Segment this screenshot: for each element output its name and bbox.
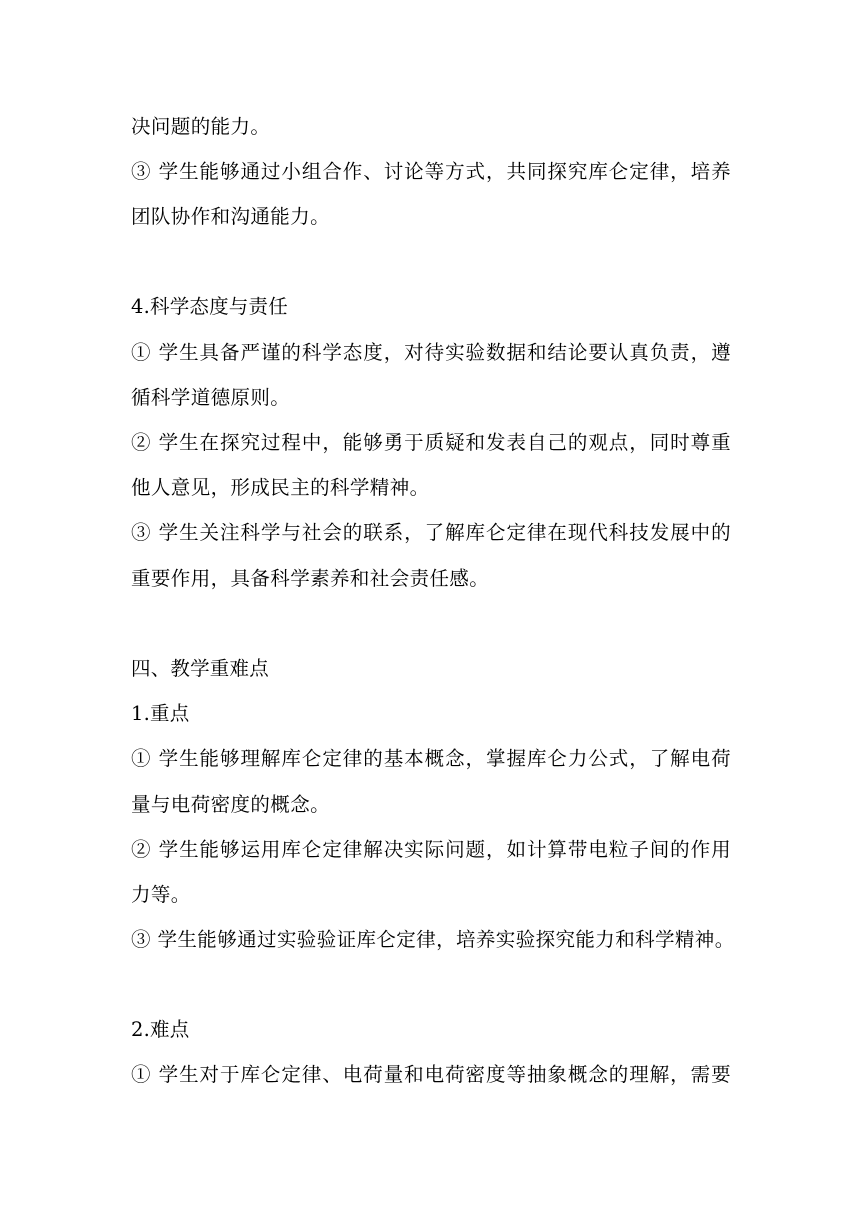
list-item-line: ① 学生能够理解库仑定律的基本概念，掌握库仑力公式，了解电荷 <box>131 747 731 770</box>
list-item-line: ③ 学生能够通过实验验证库仑定律，培养实验探究能力和科学精神。 <box>131 928 735 951</box>
text-line: 力等。 <box>131 883 191 906</box>
list-item-line: ③ 学生能够通过小组合作、讨论等方式，共同探究库仑定律，培养 <box>131 160 731 183</box>
list-item-line: ① 学生具备严谨的科学态度，对待实验数据和结论要认真负责，遵 <box>131 341 731 364</box>
list-item-line: ② 学生在探究过程中，能够勇于质疑和发表自己的观点，同时尊重 <box>131 431 731 454</box>
text-line: 他人意见，形成民主的科学精神。 <box>131 476 430 499</box>
section-heading: 四、教学重难点 <box>131 657 269 680</box>
text-line: 团队协作和沟通能力。 <box>131 205 331 228</box>
subsection-heading: 1.重点 <box>131 702 190 725</box>
text-line: 量与电荷密度的概念。 <box>131 793 331 816</box>
list-item-line: ① 学生对于库仑定律、电荷量和电荷密度等抽象概念的理解，需要 <box>131 1063 731 1086</box>
list-item-line: ② 学生能够运用库仑定律解决实际问题，如计算带电粒子间的作用 <box>131 838 731 861</box>
list-item-line: ③ 学生关注科学与社会的联系，了解库仑定律在现代科技发展中的 <box>131 521 731 544</box>
text-line: 决问题的能力。 <box>131 115 271 138</box>
text-line: 重要作用，具备科学素养和社会责任感。 <box>131 567 490 590</box>
subsection-heading: 2.难点 <box>131 1018 190 1041</box>
text-line: 循科学道德原则。 <box>131 386 291 409</box>
section-heading: 4.科学态度与责任 <box>131 295 288 318</box>
